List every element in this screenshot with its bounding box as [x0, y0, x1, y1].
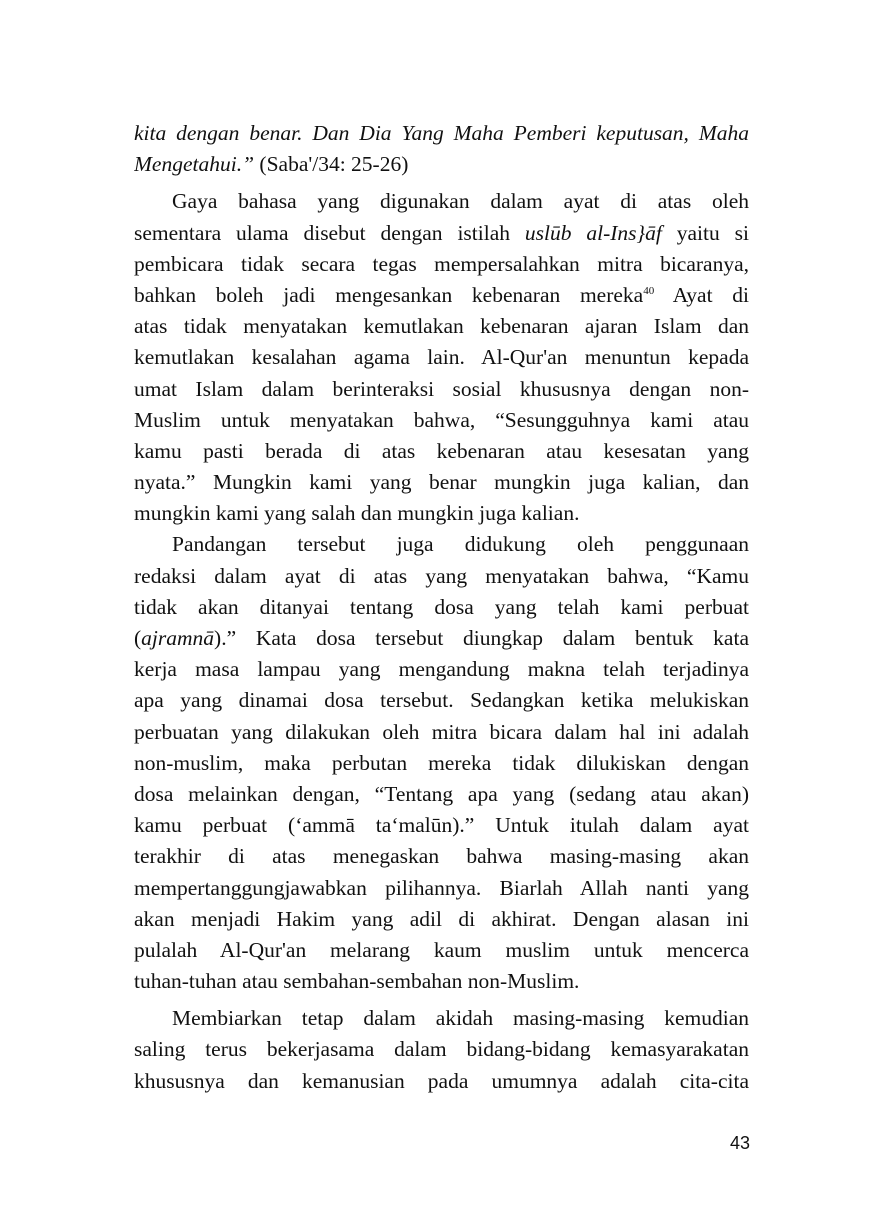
- paragraph-2: [134, 529, 749, 997]
- paragraph-line: mempertanggungjawabkan pilihannya. Biarlah Allah nanti yang: [134, 875, 749, 900]
- paragraph-line: pembicara tidak secara tegas mempersalahkan mitra bicaranya,: [134, 251, 749, 276]
- page-number: 43: [729, 1133, 750, 1153]
- paragraph-line: dosa melainkan dengan, “Tentang apa yang (sedang atau akan): [134, 781, 749, 806]
- paragraph-line: umat Islam dalam berinteraksi sosial khususnya dengan non-: [134, 376, 749, 401]
- paragraph-line: bahkan boleh jadi mengesankan kebenaran mereka$^{40}$ Ayat di: [134, 282, 749, 307]
- quote-line: kita dengan benar. Dan Dia Yang Maha Pemberi keputusan, Maha: [134, 121, 749, 145]
- quote-ending: [134, 118, 749, 180]
- paragraph-line: kamu pasti berada di atas kebenaran atau kesesatan yang: [134, 438, 749, 463]
- quote-line: Mengetahui.” (Saba'/34: 25-26): [134, 152, 409, 177]
- paragraph-line: Muslim untuk menyatakan bahwa, “Sesungguhnya kami atau: [134, 407, 749, 432]
- paragraph-line: pulalah Al-Qur'an melarang kaum muslim untuk mencerca: [134, 937, 749, 962]
- verse-reference: (Saba'/34: 25-26): [254, 152, 409, 177]
- paragraph-line: Membiarkan tetap dalam akidah masing-masing kemudian: [172, 1006, 749, 1031]
- paragraph-line: saling terus bekerjasama dalam bidang-bidang kemasyarakatan: [134, 1037, 749, 1062]
- paragraph-1: [134, 186, 749, 529]
- paragraph-line: tidak akan ditanyai tentang dosa yang telah kami perbuat: [134, 594, 749, 619]
- body-text: [134, 118, 749, 1097]
- paragraph-line: terakhir di atas menegaskan bahwa masing-masing akan: [134, 844, 749, 869]
- paragraph-line: Gaya bahasa yang digunakan dalam ayat di atas oleh: [172, 189, 749, 214]
- paragraph-line: khususnya dan kemanusian pada umumnya adalah cita-cita: [134, 1068, 749, 1093]
- paragraph-line: kerja masa lampau yang mengandung makna telah terjadinya: [134, 657, 749, 682]
- paragraph-line: nyata.” Mungkin kami yang benar mungkin juga kalian, dan: [134, 470, 749, 495]
- paragraph-line: (ajramnā).” Kata dosa tersebut diungkap dalam bentuk kata: [134, 626, 749, 650]
- paragraph-line: mungkin kami yang salah dan mungkin juga kalian.: [134, 501, 580, 526]
- paragraph-line: non-muslim, maka perbutan mereka tidak dilukiskan dengan: [134, 750, 749, 775]
- paragraph-line: apa yang dinamai dosa tersebut. Sedangkan ketika melukiskan: [134, 688, 749, 713]
- paragraph-line: tuhan-tuhan atau sembahan-sembahan non-Muslim.: [134, 969, 580, 994]
- paragraph-line: sementara ulama disebut dengan istilah uslūb al-Ins}āf yaitu si: [134, 220, 749, 245]
- paragraph-line: Pandangan tersebut juga didukung oleh penggunaan: [172, 532, 749, 557]
- paragraph-line: akan menjadi Hakim yang adil di akhirat. Dengan alasan ini: [134, 906, 749, 931]
- paragraph-line: kamu perbuat (‘ammā ta‘malūn).” Untuk itulah dalam ayat: [134, 813, 749, 838]
- paragraph-line: atas tidak menyatakan kemutlakan kebenaran ajaran Islam dan: [134, 314, 749, 339]
- footnote-marker[interactable]: 40: [643, 284, 655, 297]
- paragraph-line: perbuatan yang dilakukan oleh mitra bicara dalam hal ini adalah: [134, 719, 749, 744]
- paragraph-3: [134, 1003, 749, 1097]
- paragraph-line: redaksi dalam ayat di atas yang menyatakan bahwa, “Kamu: [134, 563, 749, 588]
- paragraph-line: kemutlakan kesalahan agama lain. Al-Qur'an menuntun kepada: [134, 345, 749, 370]
